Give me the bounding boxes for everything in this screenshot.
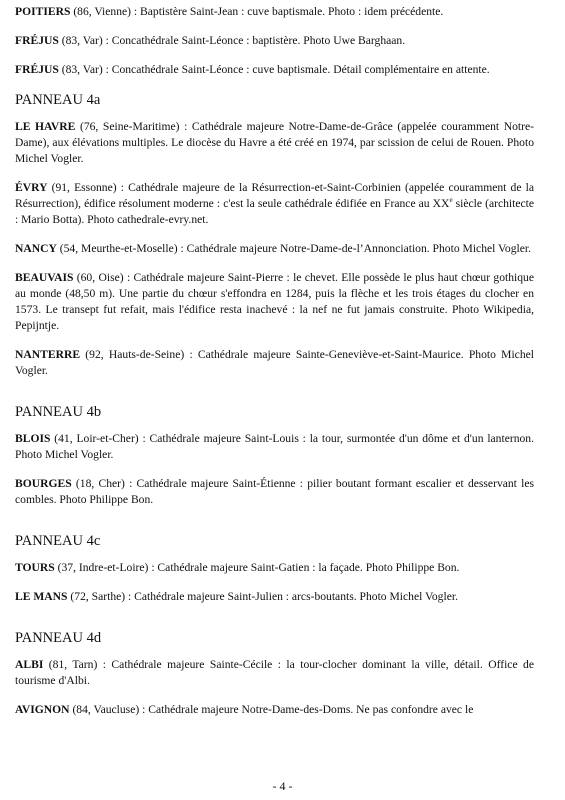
page-number: - 4 - [272, 779, 293, 793]
entry-nancy [15, 241, 534, 257]
entry-text: (76, Seine-Maritime) : Cathédrale majeure Notre-Dame-de-Grâce (appelée couramment Notre-Dame), aux élévations multiples. Le diocèse du Havre a été créé en 1974, par scission de celui de Rouen. Photo Michel Vogler. [15, 120, 534, 165]
entry-city: FRÉJUS [15, 63, 59, 76]
document-page [15, 4, 534, 774]
entry-city: TOURS [15, 561, 55, 574]
entry-le-mans [15, 589, 534, 605]
entry-city: POITIERS [15, 5, 71, 18]
entry-city: BLOIS [15, 432, 51, 445]
entry-tours [15, 560, 534, 576]
entry-evry [15, 180, 534, 228]
entry-text: (83, Var) : Concathédrale Saint-Léonce : baptistère. Photo Uwe Barghaan. [58, 34, 406, 47]
entry-city: AVIGNON [15, 703, 70, 716]
entry-text: (83, Var) : Concathédrale Saint-Léonce : cuve baptismale. Détail complémentaire en attente. [58, 63, 490, 76]
panel-heading-4c: PANNEAU 4c [15, 533, 101, 549]
entry-text: (92, Hauts-de-Seine) : Cathédrale majeure Sainte-Geneviève-et-Saint-Maurice. Photo Michel Vogler. [15, 348, 534, 377]
entry-nanterre [15, 347, 534, 379]
entry-city: NANTERRE [15, 348, 81, 361]
entry-bourges [15, 476, 534, 508]
entry-city: LE MANS [15, 590, 68, 603]
entry-superscript: e [449, 196, 453, 205]
entry-text-after: siècle (architecte : Mario Botta). Photo cathedrale-evry.net. [15, 197, 534, 226]
entry-text: (91, Essonne) : Cathédrale majeure de la Résurrection-et-Saint-Corbinien (appelée couramment de la Résurrection), édifice résolument moderne : c'est la seule cathédrale édifiée en France au XX [15, 181, 534, 210]
entry-city: LE HAVRE [15, 120, 76, 133]
entry-poitiers [15, 4, 534, 20]
entry-blois [15, 431, 534, 463]
entry-text: (41, Loir-et-Cher) : Cathédrale majeure Saint-Louis : la tour, surmontée d'un dôme et d'un lanternon. Photo Michel Vogler. [15, 432, 534, 461]
entry-albi [15, 657, 534, 689]
entry-city: BEAUVAIS [15, 271, 74, 284]
entry-beauvais [15, 270, 534, 334]
entry-text: (37, Indre-et-Loire) : Cathédrale majeure Saint-Gatien : la façade. Photo Philippe Bon. [54, 561, 460, 574]
entry-frejus-cuve [15, 62, 534, 78]
entry-le-havre [15, 119, 534, 167]
entry-text: (81, Tarn) : Cathédrale majeure Sainte-Cécile : la tour-clocher dominant la ville, détail. Office de tourisme d'Albi. [15, 658, 534, 687]
entry-text: (72, Sarthe) : Cathédrale majeure Saint-Julien : arcs-boutants. Photo Michel Vogler. [67, 590, 458, 603]
entry-city: ÉVRY [15, 181, 48, 194]
entry-city: ALBI [15, 658, 44, 671]
entry-avignon [15, 702, 534, 718]
entry-city: NANCY [15, 242, 57, 255]
panel-heading-4b: PANNEAU 4b [15, 404, 102, 420]
entry-city: BOURGES [15, 477, 72, 490]
panel-heading-4d: PANNEAU 4d [15, 630, 102, 646]
entry-frejus-baptistere [15, 33, 534, 49]
entry-text: (54, Meurthe-et-Moselle) : Cathédrale majeure Notre-Dame-de-l’Annonciation. Photo Michel Vogler. [56, 242, 532, 255]
entry-text: (86, Vienne) : Baptistère Saint-Jean : cuve baptismale. Photo : idem précédente. [70, 5, 444, 18]
entry-city: FRÉJUS [15, 34, 59, 47]
entry-text: (18, Cher) : Cathédrale majeure Saint-Étienne : pilier boutant formant escalier et desservant les combles. Photo Philippe Bon. [15, 477, 534, 506]
entry-text: (60, Oise) : Cathédrale majeure Saint-Pierre : le chevet. Elle possède le plus haut chœur gothique au monde (48,50 m). Une partie du chœur s'effondra en 1284, puis la flèche et les trois étages du clocher en 1573. Le transept fut refait, mais l'édifice resta inachevé : la nef ne fut jamais construite. Photo Wikipedia, Pepijntje. [15, 271, 534, 332]
entry-text: (84, Vaucluse) : Cathédrale majeure Notre-Dame-des-Doms. Ne pas confondre avec le [69, 703, 474, 716]
panel-heading-4a: PANNEAU 4a [15, 92, 101, 108]
